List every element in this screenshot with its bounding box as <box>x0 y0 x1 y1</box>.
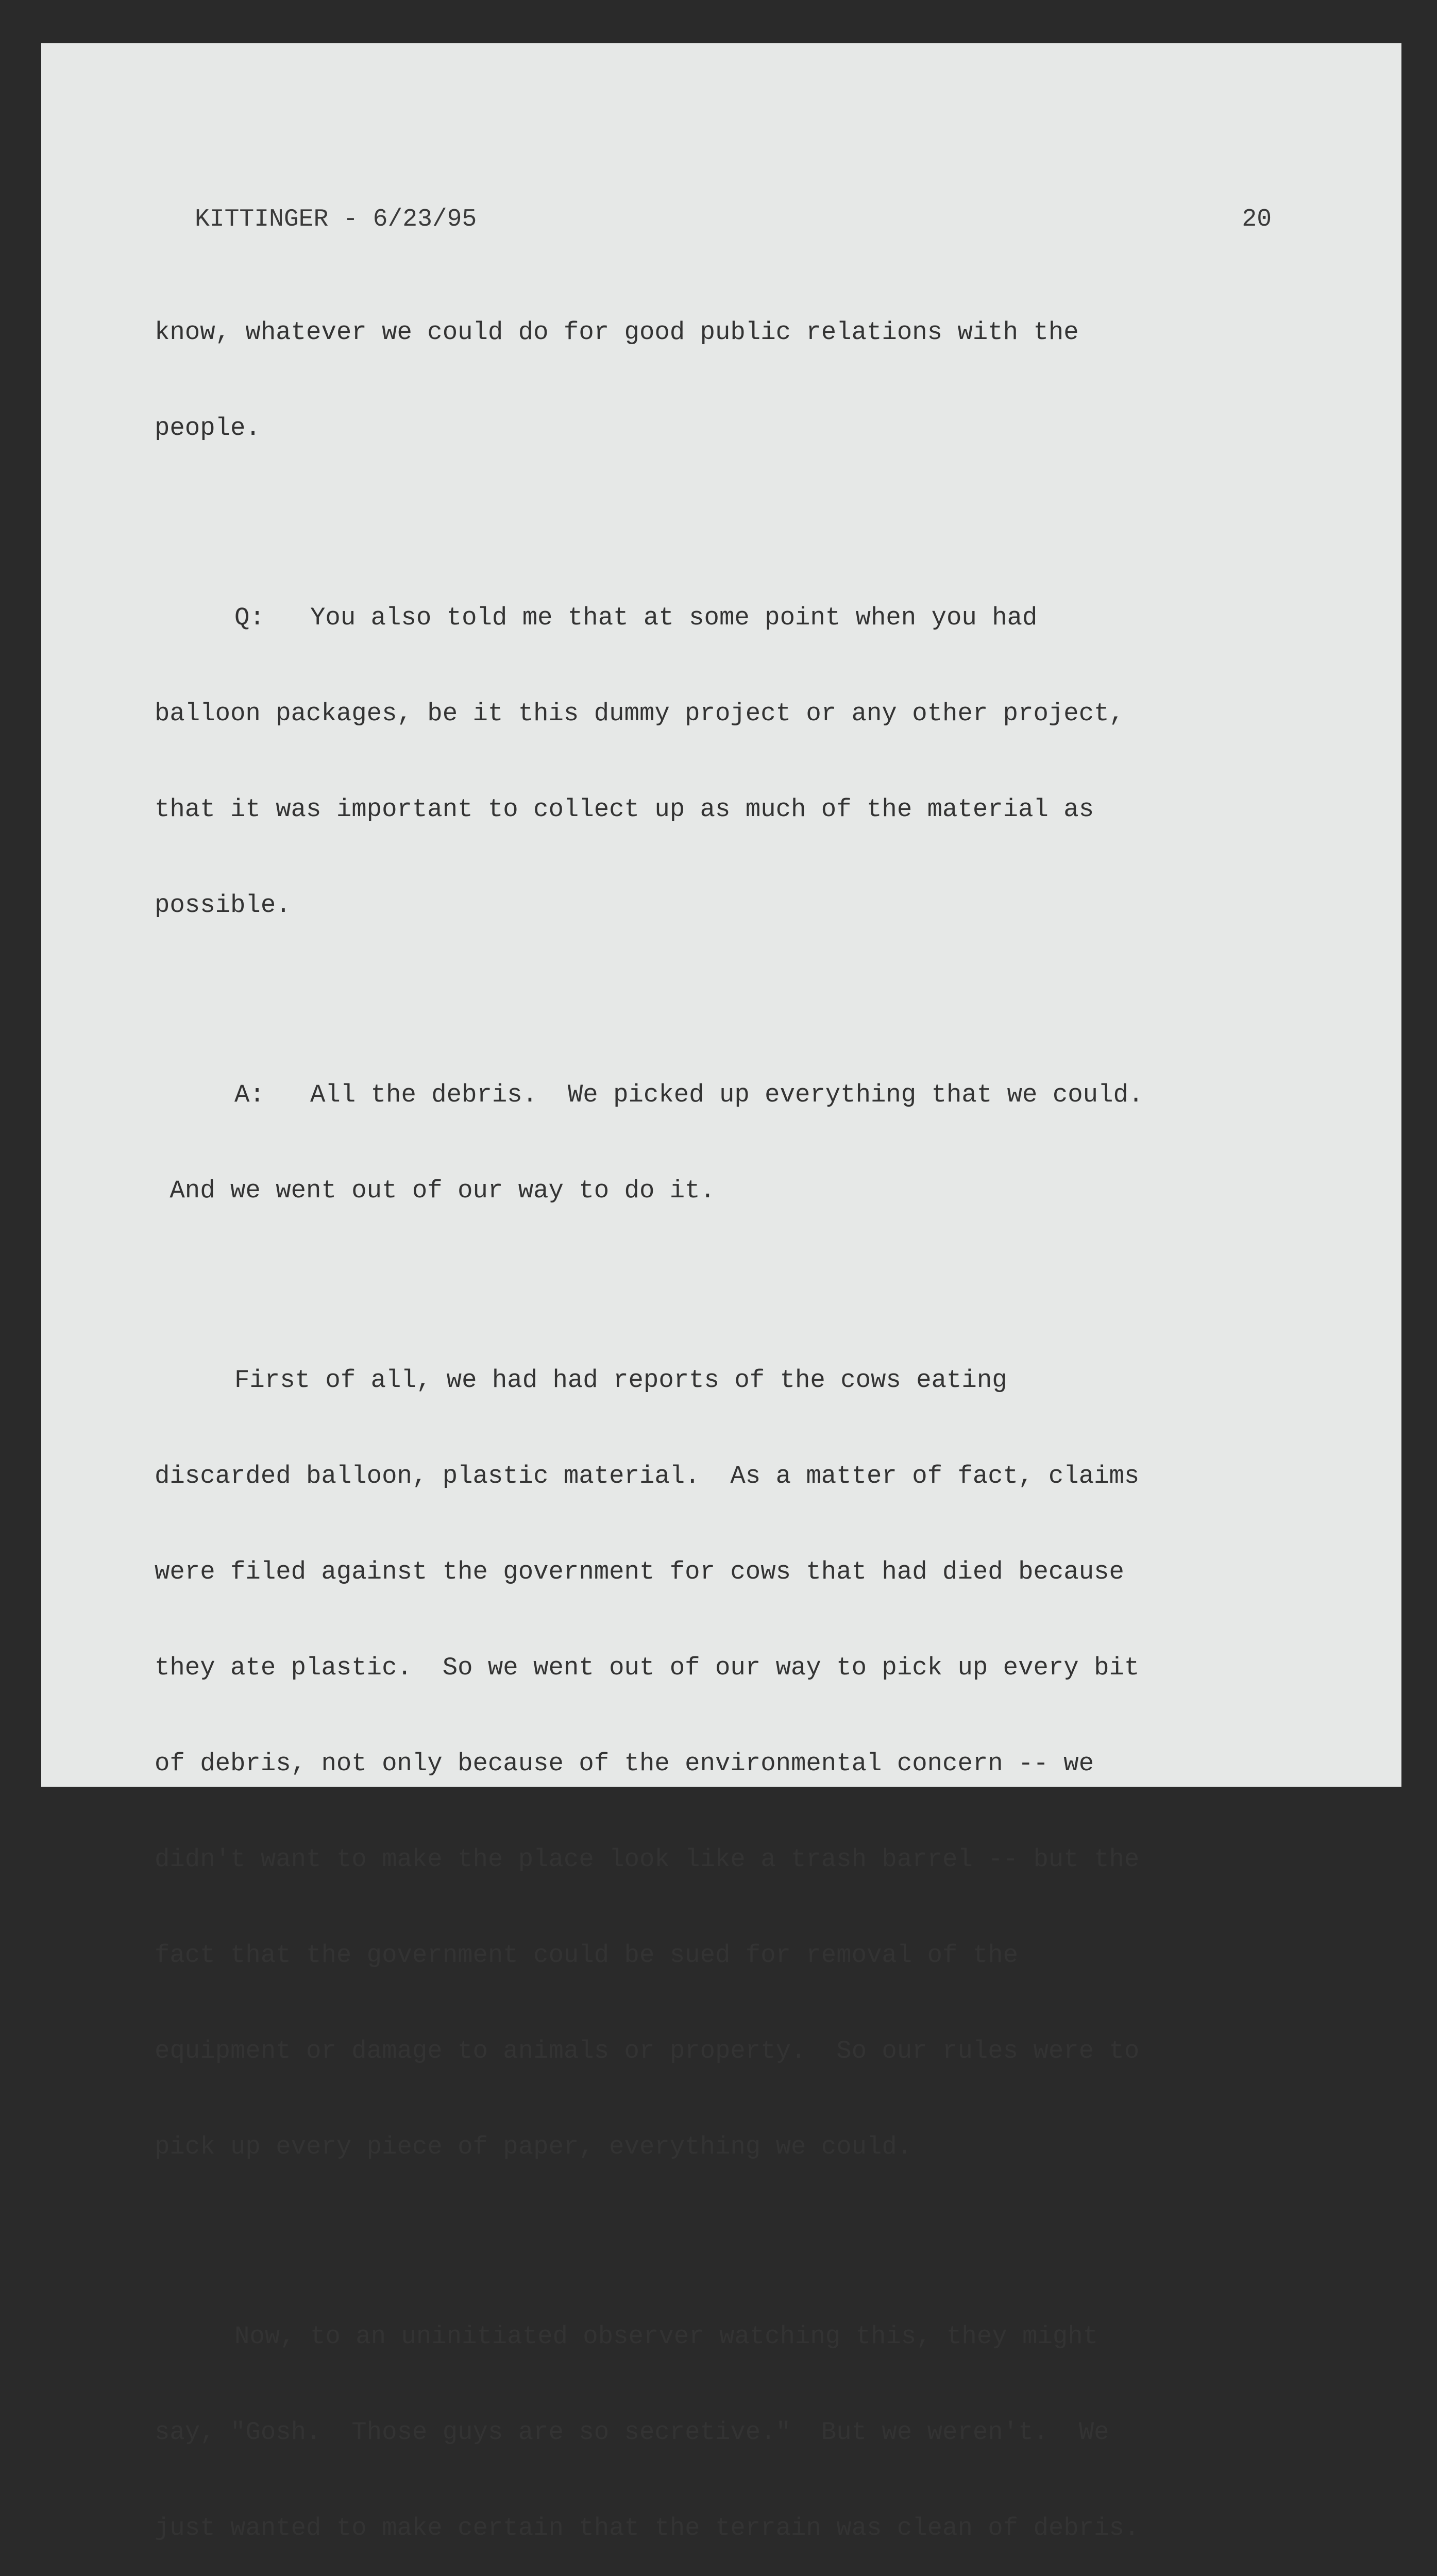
text-line: were filed against the government for cows that had died because <box>155 1557 1124 1586</box>
text-line: just wanted to make certain that the terrain was clean of debris. <box>155 2514 1140 2543</box>
paragraph <box>155 2257 1242 2576</box>
text-line: Now, to an uninitiated observer watching this, they might <box>234 2322 1098 2351</box>
text-line: didn't want to make the place look like a trash barrel -- but the <box>155 1845 1140 1874</box>
text-line: know, whatever we could do for good public relations with the <box>155 318 1079 347</box>
paragraph <box>155 538 1242 985</box>
text-line: fact that the government could be sued for removal of the <box>155 1941 1019 1970</box>
text-line: Q: You also told me that at some point when you had <box>234 603 1038 632</box>
text-line: that it was important to collect up as much of the material as <box>155 795 1094 824</box>
document-body <box>155 252 1242 2576</box>
text-line: people. <box>155 414 261 443</box>
text-line: they ate plastic. So we went out of our way to pick up every bit <box>155 1653 1140 1682</box>
text-line: A: All the debris. We picked up everything that we could. <box>234 1080 1144 1109</box>
paragraph <box>155 1300 1242 2227</box>
text-line: say, "Gosh. Those guys are so secretive." But we weren't. We <box>155 2418 1109 2447</box>
paragraph <box>155 252 1242 508</box>
text-line: First of all, we had had reports of the cows eating <box>234 1366 1007 1395</box>
page-number: 20 <box>1242 206 1272 233</box>
text-line: of debris, not only because of the environmental concern -- we <box>155 1749 1094 1778</box>
header-title: KITTINGER - 6/23/95 <box>195 206 477 233</box>
text-line: pick up every piece of paper, everything we could. <box>155 2132 912 2161</box>
paragraph <box>155 1015 1242 1270</box>
text-line: balloon packages, be it this dummy project or any other project, <box>155 699 1124 728</box>
text-line: discarded balloon, plastic material. As a matter of fact, claims <box>155 1462 1140 1490</box>
text-line: And we went out of our way to do it. <box>155 1176 715 1205</box>
text-line: possible. <box>155 891 291 920</box>
text-line: equipment or damage to animals or property. So our rules were to <box>155 2037 1140 2065</box>
